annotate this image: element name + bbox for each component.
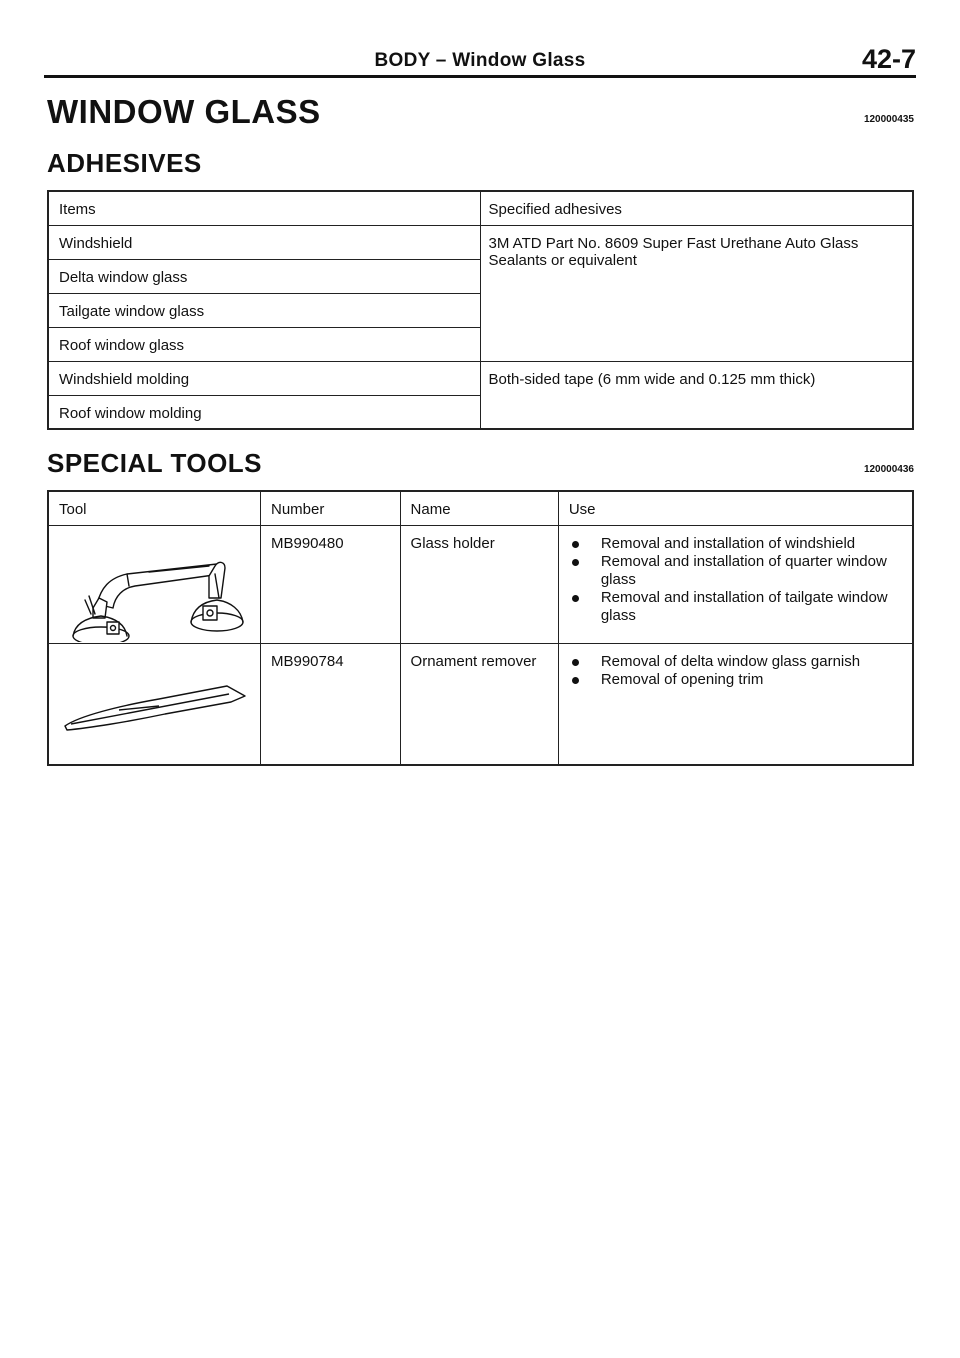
page-number: 42-7 [861, 44, 916, 74]
header-rule [44, 75, 916, 78]
section-doc-id: 120000435 [863, 114, 914, 125]
glass-holder-icon [49, 526, 260, 642]
adhesives-table [47, 190, 914, 430]
column-header-tool: Tool [48, 491, 261, 525]
table-row [48, 225, 913, 259]
special-tools-title: SPECIAL TOOLS [47, 448, 263, 478]
column-header-items: Items [48, 191, 480, 225]
table-row [48, 525, 913, 643]
special-tools-table [47, 490, 914, 766]
use-list [569, 653, 902, 689]
tool-illustration-cell [48, 643, 261, 765]
list-item: Removal and installation of quarter window glass [569, 553, 902, 589]
page-header-title: BODY – Window Glass [374, 50, 586, 71]
table-header-row [48, 491, 913, 525]
item-cell: Windshield molding [48, 361, 480, 395]
table-row [48, 643, 913, 765]
column-header-use: Use [558, 491, 913, 525]
item-cell: Roof window glass [48, 327, 480, 361]
tool-name-cell: Glass holder [400, 525, 558, 643]
column-header-specified-adhesives: Specified adhesives [480, 191, 913, 225]
list-item: Removal and installation of tailgate window glass [569, 589, 902, 625]
spec-tape-cell: Both-sided tape (6 mm wide and 0.125 mm thick) [480, 361, 913, 429]
list-item: Removal of opening trim [569, 671, 902, 689]
use-list [569, 535, 902, 625]
column-header-number: Number [261, 491, 401, 525]
tool-number-cell: MB990480 [261, 525, 401, 643]
tool-use-cell [558, 643, 913, 765]
tool-use-cell [558, 525, 913, 643]
spec-urethane-cell: 3M ATD Part No. 8609 Super Fast Urethane Auto Glass Sealants or equivalent [480, 225, 913, 361]
tool-name-cell: Ornament remover [400, 643, 558, 765]
tool-number-cell: MB990784 [261, 643, 401, 765]
item-cell: Tailgate window glass [48, 293, 480, 327]
ornament-remover-icon [49, 644, 260, 764]
adhesives-title: ADHESIVES [47, 148, 202, 178]
table-header-row [48, 191, 913, 225]
section-title: WINDOW GLASS [47, 93, 321, 130]
column-header-name: Name [400, 491, 558, 525]
item-cell: Roof window molding [48, 395, 480, 429]
special-tools-doc-id: 120000436 [863, 464, 914, 475]
tool-illustration-cell [48, 525, 261, 643]
list-item: Removal of delta window glass garnish [569, 653, 902, 671]
item-cell: Delta window glass [48, 259, 480, 293]
item-cell: Windshield [48, 225, 480, 259]
list-item: Removal and installation of windshield [569, 535, 902, 553]
table-row [48, 361, 913, 395]
